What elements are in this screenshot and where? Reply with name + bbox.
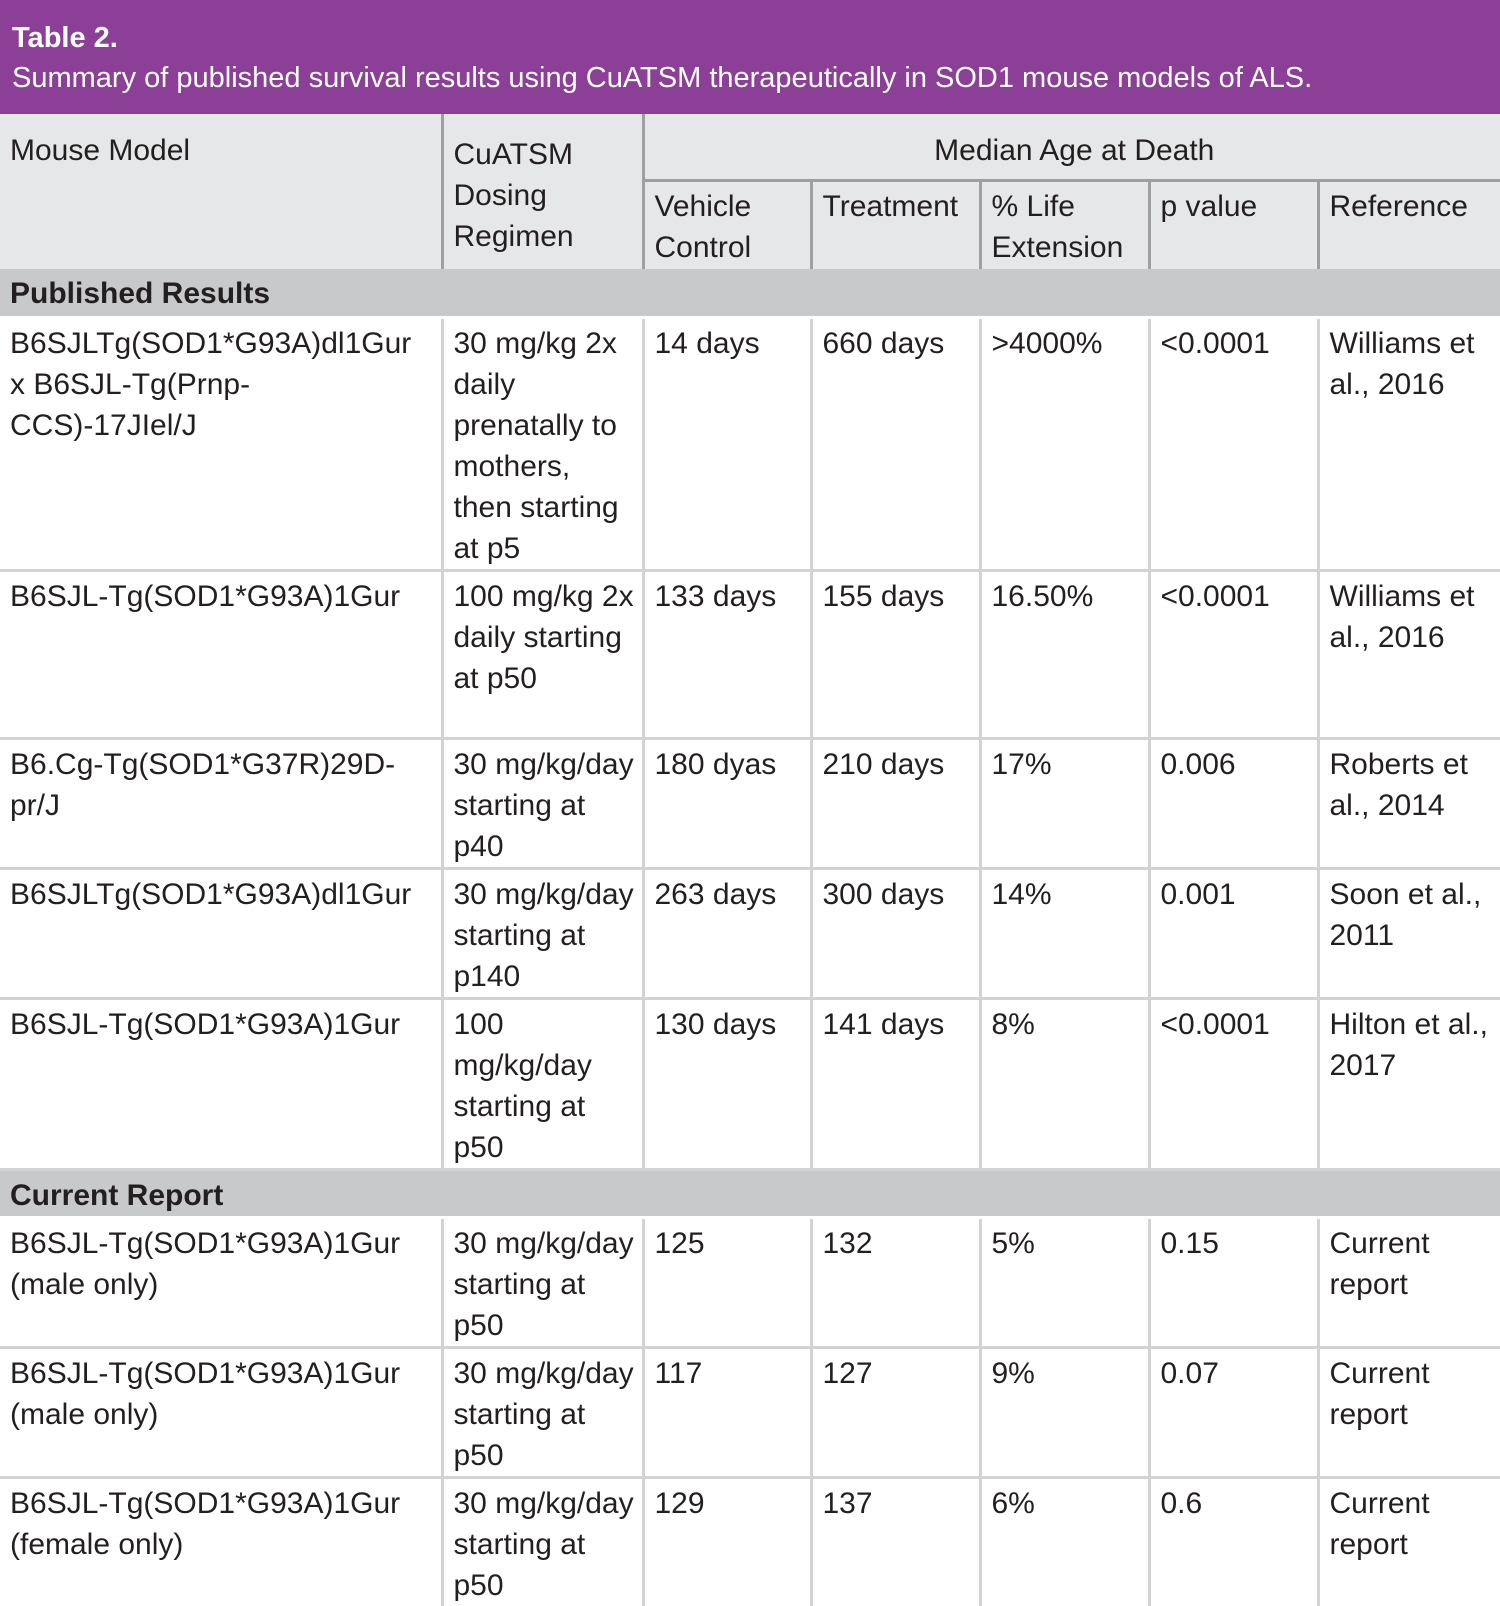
cell-p-value: <0.0001 (1149, 317, 1318, 570)
cell-mouse-model: B6SJLTg(SOD1*G93A)dl1Gur (0, 868, 442, 998)
cell-mouse-model: B6SJL-Tg(SOD1*G93A)1Gur (female only) (0, 1477, 442, 1606)
header-p-value: p value (1149, 180, 1318, 269)
table-row (0, 570, 1500, 738)
cell-dosing-regimen: 30 mg/kg 2x daily prenatally to mothers, then starting at p5 (442, 317, 643, 570)
table-row (0, 317, 1500, 570)
cell-dosing-regimen: 100 mg/kg 2x daily starting at p50 (442, 570, 643, 738)
cell-reference: Soon et al., 2011 (1318, 868, 1500, 998)
cell-treatment: 127 (811, 1347, 980, 1477)
table-row (0, 1347, 1500, 1477)
cell-vehicle-control: 133 days (643, 570, 811, 738)
cell-p-value: 0.006 (1149, 738, 1318, 868)
cell-treatment: 141 days (811, 998, 980, 1169)
cell-vehicle-control: 130 days (643, 998, 811, 1169)
cell-mouse-model: B6SJL-Tg(SOD1*G93A)1Gur (male only) (0, 1347, 442, 1477)
cell-p-value: 0.15 (1149, 1217, 1318, 1347)
cell-reference: Roberts et al., 2014 (1318, 738, 1500, 868)
table-label: Table 2. (12, 22, 118, 54)
cell-dosing-regimen: 30 mg/kg/day starting at p50 (442, 1347, 643, 1477)
table-header (0, 114, 1500, 269)
cell-mouse-model: B6SJL-Tg(SOD1*G93A)1Gur (0, 998, 442, 1169)
cell-p-value: <0.0001 (1149, 998, 1318, 1169)
header-vehicle-control: Vehicle Control (643, 180, 811, 269)
cell-treatment: 137 (811, 1477, 980, 1606)
cell-vehicle-control: 14 days (643, 317, 811, 570)
section-row (0, 269, 1500, 317)
cell-treatment: 660 days (811, 317, 980, 570)
header-reference: Reference (1318, 180, 1500, 269)
header-treatment: Treatment (811, 180, 980, 269)
cell-treatment: 210 days (811, 738, 980, 868)
section-title: Published Results (0, 269, 1500, 317)
cell-life-extension: >4000% (980, 317, 1149, 570)
cell-vehicle-control: 180 dyas (643, 738, 811, 868)
cell-dosing-regimen: 100 mg/kg/day starting at p50 (442, 998, 643, 1169)
cell-dosing-regimen: 30 mg/kg/day starting at p50 (442, 1217, 643, 1347)
cell-reference: Williams et al., 2016 (1318, 570, 1500, 738)
cell-mouse-model: B6SJL-Tg(SOD1*G93A)1Gur (0, 570, 442, 738)
cell-vehicle-control: 117 (643, 1347, 811, 1477)
cell-treatment: 132 (811, 1217, 980, 1347)
table-caption (0, 0, 1500, 114)
cell-p-value: <0.0001 (1149, 570, 1318, 738)
cell-reference: Williams et al., 2016 (1318, 317, 1500, 570)
cell-dosing-regimen: 30 mg/kg/day starting at p50 (442, 1477, 643, 1606)
cell-life-extension: 5% (980, 1217, 1149, 1347)
cell-treatment: 155 days (811, 570, 980, 738)
section-row (0, 1169, 1500, 1217)
cell-p-value: 0.001 (1149, 868, 1318, 998)
table-row (0, 998, 1500, 1169)
table-row (0, 1217, 1500, 1347)
table-title: Summary of published survival results using CuATSM therapeutically in SOD1 mouse models of ALS. (12, 62, 1313, 94)
header-life-extension: % Life Extension (980, 180, 1149, 269)
cell-mouse-model: B6SJL-Tg(SOD1*G93A)1Gur (male only) (0, 1217, 442, 1347)
cell-p-value: 0.07 (1149, 1347, 1318, 1477)
table-row (0, 868, 1500, 998)
cell-vehicle-control: 129 (643, 1477, 811, 1606)
cell-reference: Hilton et al., 2017 (1318, 998, 1500, 1169)
cell-mouse-model: B6SJLTg(SOD1*G93A)dl1Gur x B6SJL-Tg(Prnp-CCS)-17JIel/J (0, 317, 442, 570)
cell-life-extension: 16.50% (980, 570, 1149, 738)
cell-vehicle-control: 263 days (643, 868, 811, 998)
survival-results-table (0, 114, 1500, 1606)
cell-life-extension: 14% (980, 868, 1149, 998)
section-title: Current Report (0, 1169, 1500, 1217)
cell-dosing-regimen: 30 mg/kg/day starting at p140 (442, 868, 643, 998)
table-body (0, 269, 1500, 1606)
cell-life-extension: 17% (980, 738, 1149, 868)
cell-vehicle-control: 125 (643, 1217, 811, 1347)
cell-life-extension: 6% (980, 1477, 1149, 1606)
table-row (0, 738, 1500, 868)
header-dosing-regimen: CuATSM Dosing Regimen (442, 114, 643, 269)
table-row (0, 1477, 1500, 1606)
cell-treatment: 300 days (811, 868, 980, 998)
header-median-age-at-death: Median Age at Death (643, 114, 1500, 180)
cell-life-extension: 9% (980, 1347, 1149, 1477)
cell-reference: Current report (1329, 1486, 1430, 1561)
header-mouse-model: Mouse Model (0, 114, 442, 269)
cell-p-value: 0.6 (1149, 1477, 1318, 1606)
cell-dosing-regimen: 30 mg/kg/day starting at p40 (442, 738, 643, 868)
cell-reference: Current report (1318, 1217, 1500, 1347)
cell-life-extension: 8% (980, 998, 1149, 1169)
cell-reference: Current report (1318, 1347, 1500, 1477)
cell-mouse-model: B6.Cg-Tg(SOD1*G37R)29D-pr/J (0, 738, 442, 868)
